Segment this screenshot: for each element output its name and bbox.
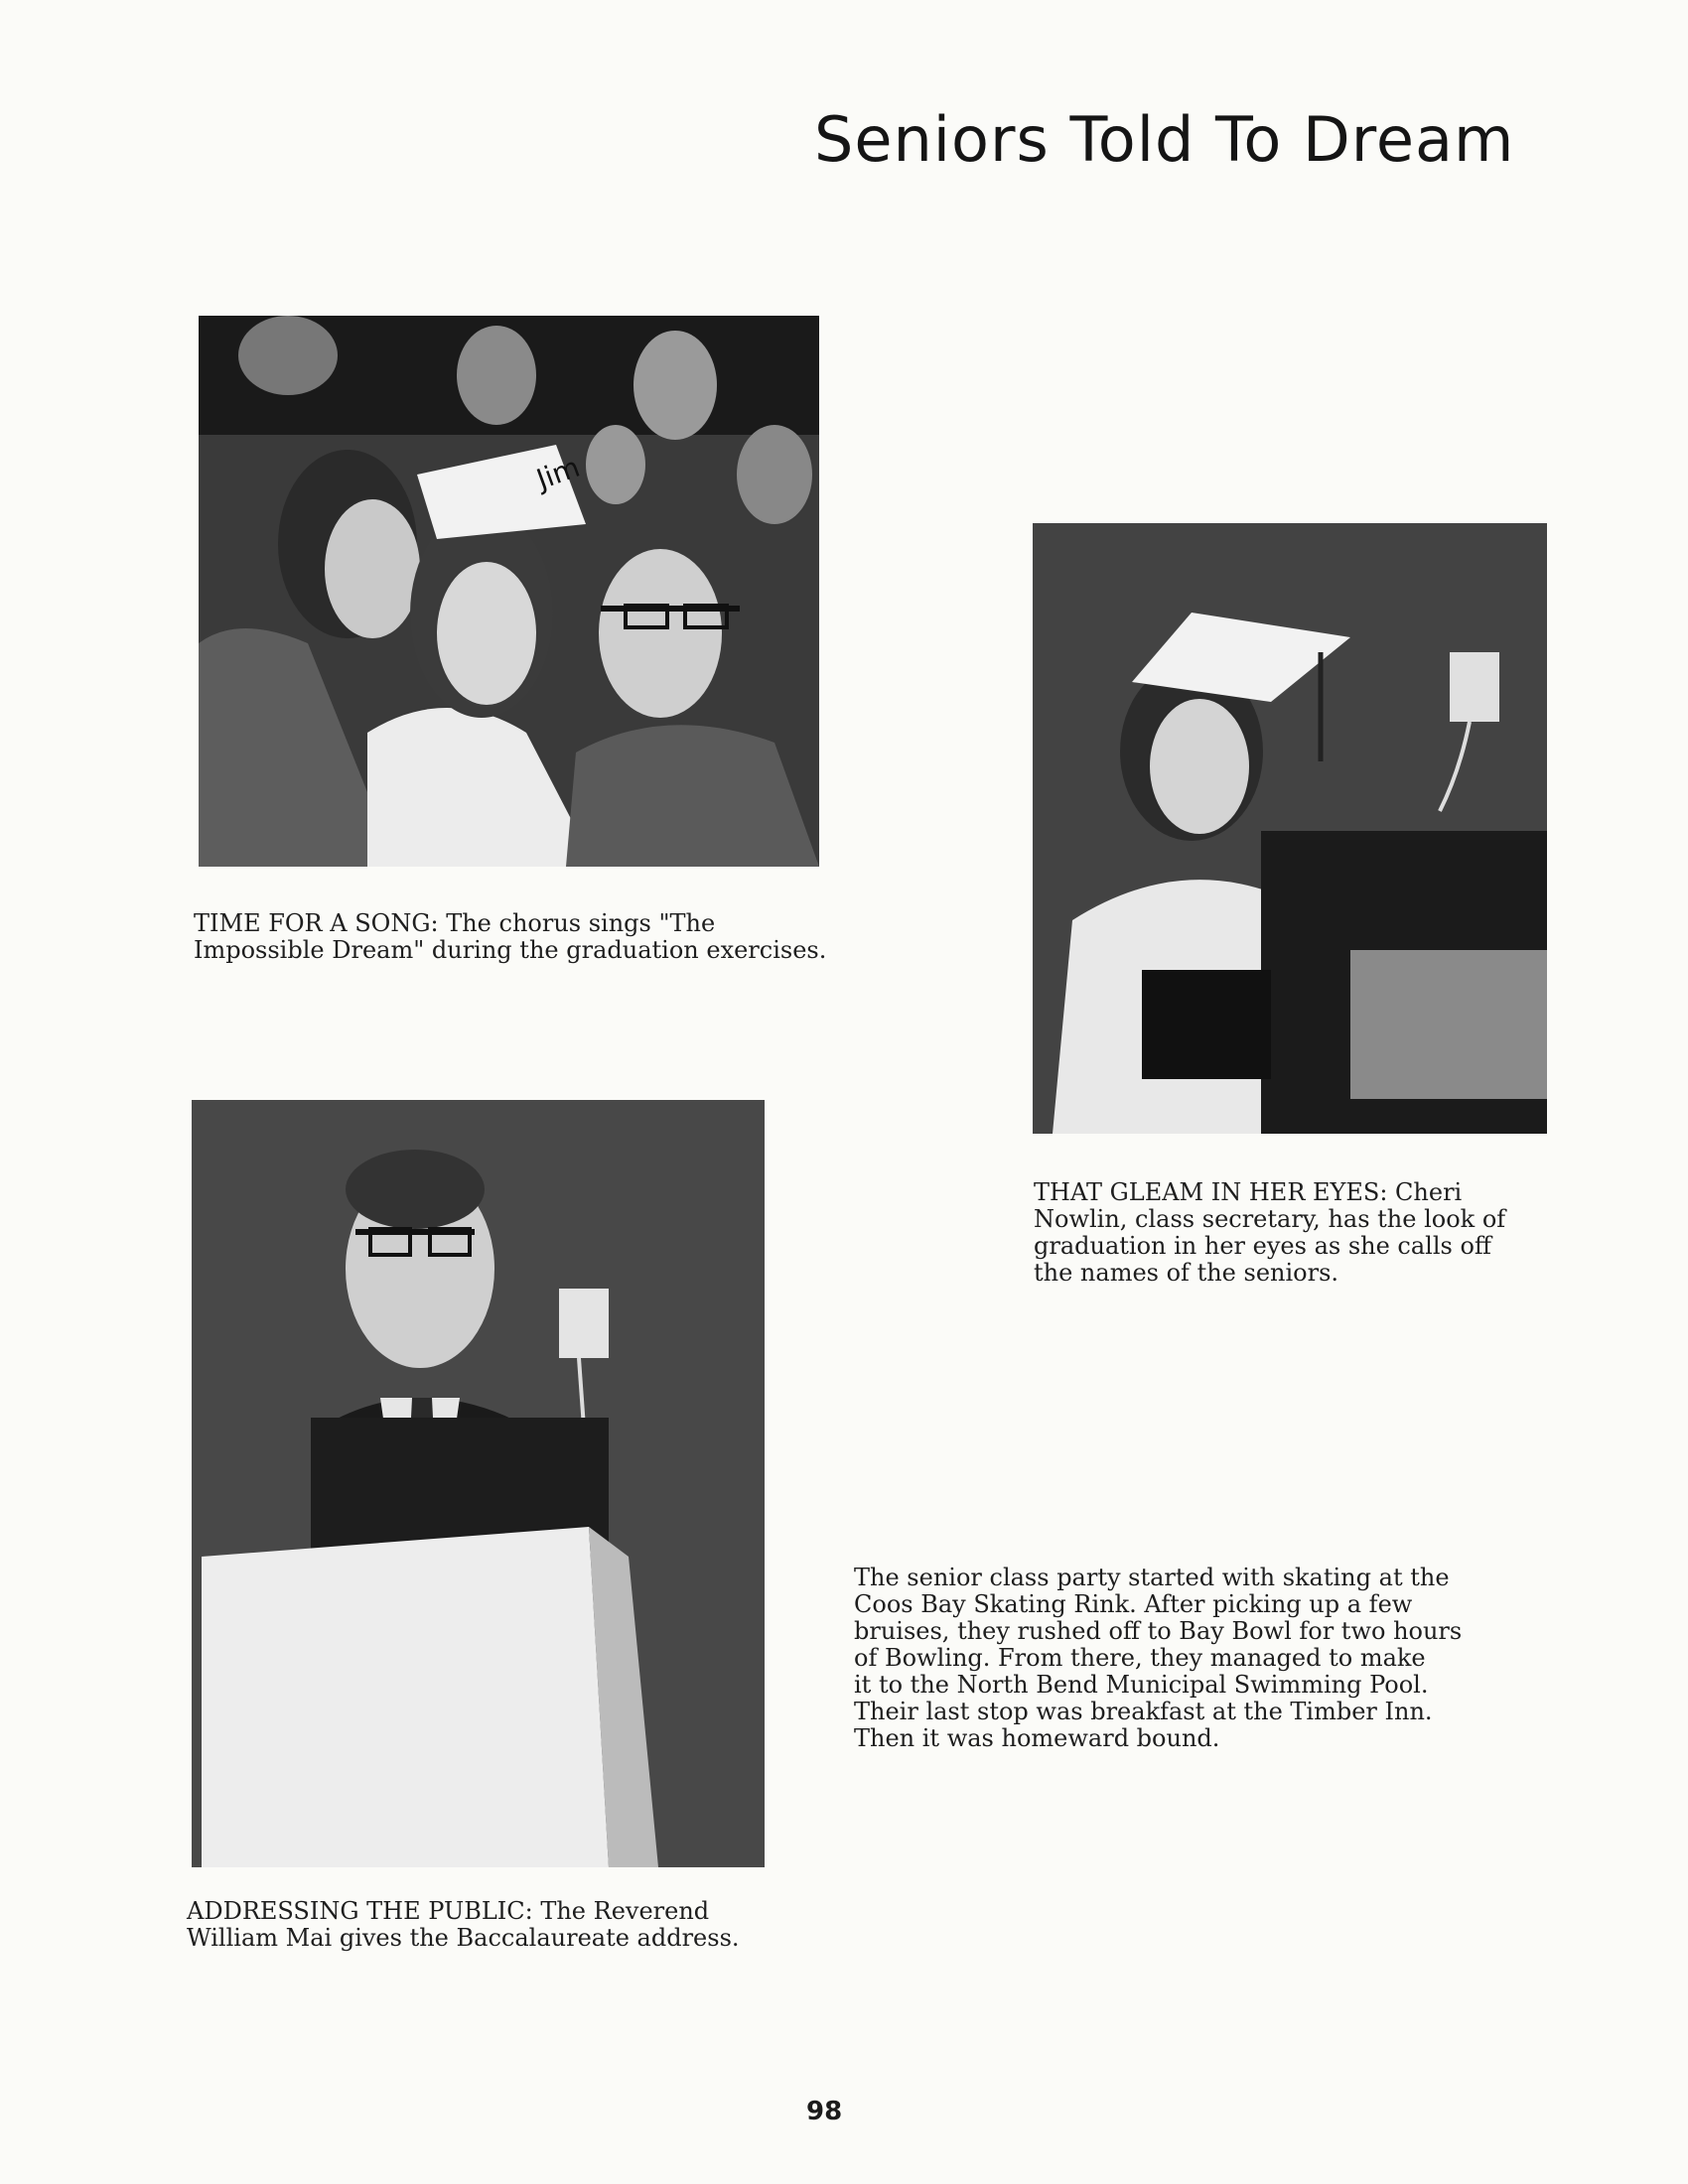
caption-line: the names of the seniors. [1034,1259,1339,1287]
caption-line: Nowlin, class secretary, has the look of [1034,1205,1506,1233]
secretary-photo [1033,523,1547,1134]
cap-lettering: Jim [532,450,585,496]
story-line: Coos Bay Skating Rink. After picking up a few [854,1590,1413,1618]
page-number: 98 [806,2097,843,2126]
story-line: Their last stop was breakfast at the Timber Inn. [854,1698,1433,1725]
story-line: Then it was homeward bound. [854,1724,1220,1752]
caption-line: Impossible Dream" during the graduation exercises. [194,936,827,964]
story-line: The senior class party started with skating at the [854,1564,1450,1591]
caption-line: ADDRESSING THE PUBLIC: The Reverend [187,1897,710,1925]
reverend-photo [192,1100,765,1867]
story-line: it to the North Bend Municipal Swimming Pool. [854,1671,1429,1699]
story-line: of Bowling. From there, they managed to make [854,1644,1426,1672]
chorus-photo [199,316,819,867]
caption-line: TIME FOR A SONG: The chorus sings "The [194,909,716,937]
caption-line: William Mai gives the Baccalaureate address. [187,1924,740,1952]
story-text [854,1565,1462,1752]
story-line: bruises, they rushed off to Bay Bowl for two hours [854,1617,1463,1645]
reverend-caption [187,1898,740,1952]
secretary-caption [1034,1179,1505,1287]
caption-line: THAT GLEAM IN HER EYES: Cheri [1034,1178,1463,1206]
page-title: Seniors Told To Dream [814,103,1515,176]
caption-line: graduation in her eyes as she calls off [1034,1232,1491,1260]
chorus-caption [194,910,826,964]
